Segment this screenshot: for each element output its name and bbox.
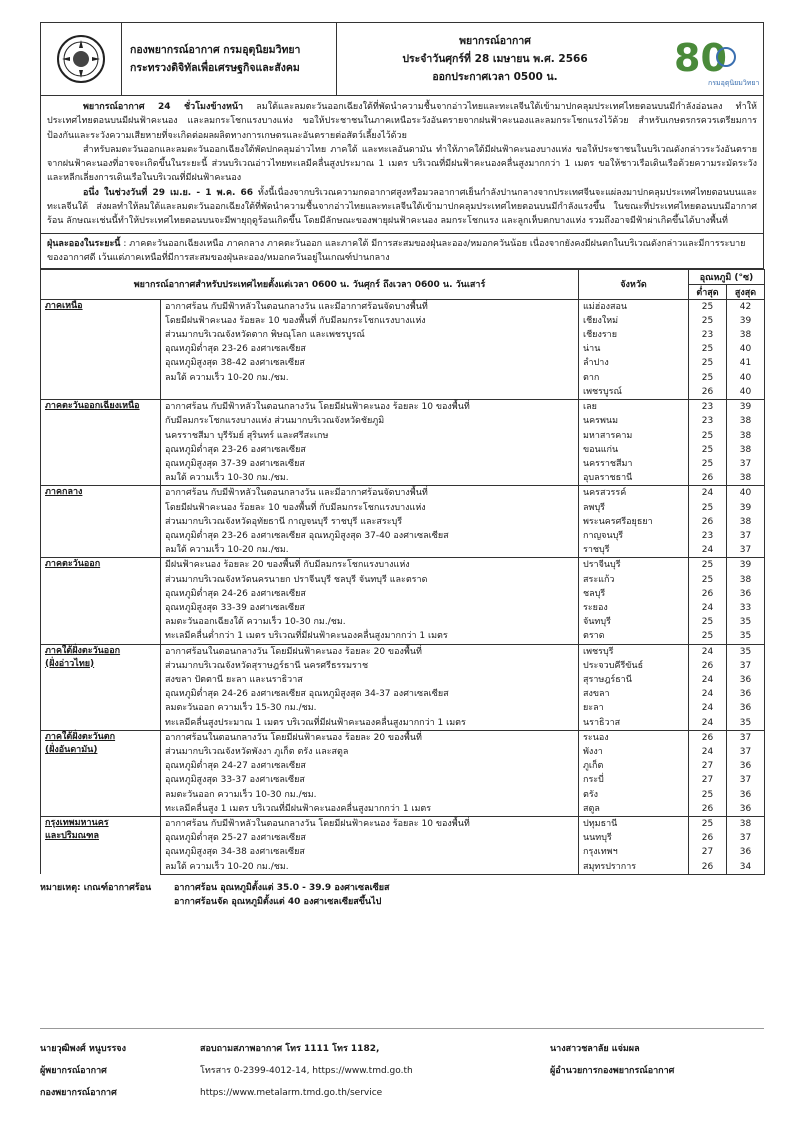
- region-name: [41, 730, 161, 816]
- max-temp: 36: [727, 845, 765, 859]
- max-temp: 39: [727, 314, 765, 328]
- province-name: พระนครศรีอยุธยา: [579, 515, 689, 529]
- min-temp: 25: [689, 816, 727, 831]
- region-name: [41, 486, 161, 558]
- min-temp: 25: [689, 371, 727, 385]
- forecast-line: ส่วนมากบริเวณจังหวัดสุราษฎร์ธานี นครศรีธรรมราช: [161, 659, 579, 673]
- forecast-line: กับมีลมกระโชกแรงบางแห่ง ส่วนมากบริเวณจังหวัดชัยภูมิ: [161, 414, 579, 428]
- region-title: ภาคตะวันออก: [45, 559, 101, 570]
- note-very-hot: อากาศร้อนจัด อุณหภูมิตั้งแต่ 40 องศาเซลเซียสขึ้นไป: [174, 896, 382, 907]
- summary-lead: พยากรณ์อากาศ 24 ชั่วโมงข้างหน้า: [83, 102, 244, 112]
- min-temp: 27: [689, 845, 727, 859]
- min-temp: 26: [689, 860, 727, 875]
- max-temp: 37: [727, 773, 765, 787]
- region-name: [41, 400, 161, 486]
- province-name: ยะลา: [579, 701, 689, 715]
- province-name: พังงา: [579, 745, 689, 759]
- max-temp: 37: [727, 730, 765, 745]
- province-name: นครสวรรค์: [579, 486, 689, 501]
- province-name: ตรัง: [579, 788, 689, 802]
- brand-text: กรมอุตุนิยมวิทยา: [708, 79, 760, 87]
- province-name: ปทุมธานี: [579, 816, 689, 831]
- province-name: น่าน: [579, 342, 689, 356]
- province-name: มหาสารคาม: [579, 429, 689, 443]
- table-row: [41, 299, 765, 314]
- max-temp: 37: [727, 831, 765, 845]
- issue-time: ออกประกาศเวลา 0500 น.: [432, 71, 558, 83]
- min-temp: 26: [689, 730, 727, 745]
- province-name: ประจวบคีรีขันธ์: [579, 659, 689, 673]
- forecast-line: อุณหภูมิต่ำสุด 23-26 องศาเซลเซียส: [161, 443, 579, 457]
- max-temp: 36: [727, 802, 765, 817]
- dept-line-2: กระทรวงดิจิทัลเพื่อเศรษฐกิจและสังคม: [130, 62, 300, 74]
- province-name: สงขลา: [579, 687, 689, 701]
- min-temp: 25: [689, 615, 727, 629]
- forecast-line: สงขลา ปัตตานี ยะลา และนราธิวาส: [161, 673, 579, 687]
- max-temp: 38: [727, 515, 765, 529]
- min-temp: 24: [689, 716, 727, 731]
- min-temp: 25: [689, 342, 727, 356]
- region-title: ภาคใต้ฝั่งตะวันออก: [45, 645, 121, 656]
- min-temp: 26: [689, 587, 727, 601]
- fax-line: โทรสาร 0-2399-4012-14, https://www.tmd.go.th: [200, 1066, 413, 1076]
- forecast-line: มีฝนฟ้าคะนอง ร้อยละ 20 ของพื้นที่ กับมีลมกระโชกแรงบางแห่ง: [161, 558, 579, 573]
- province-name: อุบลราชธานี: [579, 471, 689, 486]
- province-name: ชลบุรี: [579, 587, 689, 601]
- province-name: ระยอง: [579, 601, 689, 615]
- table-row: [41, 816, 765, 831]
- province-name: เชียงราย: [579, 328, 689, 342]
- forecast-table-body: [41, 299, 765, 874]
- forecast-line: ลมใต้ ความเร็ว 10-20 กม./ชม.: [161, 371, 579, 385]
- min-temp: 24: [689, 644, 727, 659]
- province-name: ตาก: [579, 371, 689, 385]
- max-temp: 37: [727, 745, 765, 759]
- brand-number: 80: [674, 36, 727, 80]
- min-temp: 23: [689, 400, 727, 415]
- forecast-line: ลมตะวันออก ความเร็ว 10-30 กม./ชม.: [161, 788, 579, 802]
- forecast-line: อุณหภูมิสูงสุด 38-42 องศาเซลเซียส: [161, 356, 579, 370]
- forecast-line: ลมใต้ ความเร็ว 10-30 กม./ชม.: [161, 471, 579, 486]
- max-temp: 36: [727, 759, 765, 773]
- region-subtitle: และปริมณฑล: [45, 830, 99, 841]
- region-title: ภาคเหนือ: [45, 300, 83, 311]
- forecaster-name: นายวุฒิพงศ์ หนูบรรจง: [40, 1044, 126, 1054]
- note: [40, 881, 764, 909]
- min-temp: 26: [689, 802, 727, 817]
- province-name: นนทบุรี: [579, 831, 689, 845]
- max-temp-header: สูงสุด: [727, 284, 765, 299]
- min-temp: 24: [689, 673, 727, 687]
- forecaster-role: ผู้พยากรณ์อากาศ: [40, 1066, 107, 1076]
- min-temp: 23: [689, 529, 727, 543]
- haze-text: : ภาคตะวันออกเฉียงเหนือ ภาคกลาง ภาคตะวันออก และภาคใต้ มีการสะสมของฝุ่นละออง/หมอกควันน้อย เนื่องจากยังคงมีฝนตกในบริเวณดังกล่าวและมีการระบายของอากาศดี เว้นแต่ภาคเหนือที่มีการสะสมของฝุ่นละออง/หมอกควันอยู่ในเกณฑ์ปานกลาง: [47, 238, 746, 263]
- min-temp: 25: [689, 443, 727, 457]
- header: [40, 22, 764, 96]
- max-temp: 42: [727, 299, 765, 314]
- province-name: ตราด: [579, 629, 689, 644]
- table-row: [41, 644, 765, 659]
- max-temp: 38: [727, 429, 765, 443]
- min-temp: 26: [689, 385, 727, 400]
- province-name: เพชรบุรี: [579, 644, 689, 659]
- max-temp: 35: [727, 629, 765, 644]
- max-temp: 34: [727, 860, 765, 875]
- max-temp: 38: [727, 573, 765, 587]
- forecast-line: ทะเลมีคลื่นสูงประมาณ 1 เมตร บริเวณที่มีฝนฟ้าคะนองคลื่นสูงมากกว่า 1 เมตร: [161, 716, 579, 731]
- summary-paragraph-1: ลมใต้และลมตะวันออกเฉียงใต้ที่พัดนำความชื้นจากอ่าวไทยและทะเลจีนใต้เข้ามาปกคลุมประเทศไทยตอนบนมีกำลังอ่อนลง ทำให้ประเทศไทยตอนบนมีฝนฟ้าคะนอง และลมกระโชกแรงบางแห่ง ขอให้ประชาชนในภาคเหนือระวังอันตรายจากฝนฟ้าคะนองและลมกระโชกแรงไว้ด้วย สำหรับเกษตรกรควรเตรียมการป้องกันและระวังความเสียหายที่จะเกิดต่อผลผลิตทางการเกษตรและอันตรายต่อสัตว์เลี้ยงไว้ด้วย: [47, 102, 757, 141]
- forecast-line: อากาศร้อนในตอนกลางวัน โดยมีฝนฟ้าคะนอง ร้อยละ 20 ของพื้นที่: [161, 644, 579, 659]
- regional-forecast-table: [40, 269, 765, 875]
- region-name: [41, 816, 161, 874]
- max-temp: 40: [727, 342, 765, 356]
- min-temp: 24: [689, 601, 727, 615]
- min-temp: 25: [689, 457, 727, 471]
- temp-header: อุณหภูมิ (°ซ): [689, 269, 765, 284]
- min-temp: 27: [689, 773, 727, 787]
- forecast-line: อุณหภูมิต่ำสุด 25-27 องศาเซลเซียส: [161, 831, 579, 845]
- forecast-line: อุณหภูมิต่ำสุด 23-26 องศาเซลเซียส อุณหภูมิสูงสุด 37-40 องศาเซลเซียส: [161, 529, 579, 543]
- min-temp: 24: [689, 745, 727, 759]
- region-title: ภาคใต้ฝั่งตะวันตก: [45, 731, 116, 742]
- province-name: ภูเก็ต: [579, 759, 689, 773]
- forecast-date: ประจำวันศุกร์ที่ 28 เมษายน พ.ศ. 2566: [402, 53, 588, 65]
- department: [122, 23, 337, 95]
- province-name: กระบี่: [579, 773, 689, 787]
- min-temp: 25: [689, 501, 727, 515]
- max-temp: 37: [727, 659, 765, 673]
- province-name: ขอนแก่น: [579, 443, 689, 457]
- table-row: [41, 486, 765, 501]
- forecast-line: ลมใต้ ความเร็ว 10-20 กม./ชม.: [161, 860, 579, 875]
- forecast-line: อุณหภูมิสูงสุด 33-39 องศาเซลเซียส: [161, 601, 579, 615]
- haze-label: ฝุ่นละอองในระยะนี้: [47, 238, 121, 249]
- province-name: สตูล: [579, 802, 689, 817]
- region-name: [41, 644, 161, 730]
- note-hot: อากาศร้อน อุณหภูมิตั้งแต่ 35.0 - 39.9 องศาเซลเซียส: [174, 882, 390, 893]
- max-temp: 36: [727, 673, 765, 687]
- forecast-line: อากาศร้อน กับมีฟ้าหลัวในตอนกลางวัน โดยมีฝนฟ้าคะนอง ร้อยละ 10 ของพื้นที่: [161, 400, 579, 415]
- max-temp: 40: [727, 486, 765, 501]
- province-name: แม่ฮ่องสอน: [579, 299, 689, 314]
- region-title: ภาคตะวันออกเฉียงเหนือ: [45, 401, 140, 412]
- min-temp: 23: [689, 328, 727, 342]
- min-temp: 25: [689, 788, 727, 802]
- forecast-line: อุณหภูมิต่ำสุด 24-26 องศาเซลเซียส อุณหภูมิสูงสุด 34-37 องศาเซลเซียส: [161, 687, 579, 701]
- max-temp: 38: [727, 443, 765, 457]
- table-row: [41, 730, 765, 745]
- max-temp: 39: [727, 558, 765, 573]
- min-temp: 24: [689, 687, 727, 701]
- min-temp: 25: [689, 629, 727, 644]
- forecast-line: อุณหภูมิสูงสุด 37-39 องศาเซลเซียส: [161, 457, 579, 471]
- haze-section: [40, 234, 764, 269]
- max-temp: 38: [727, 816, 765, 831]
- min-temp: 25: [689, 558, 727, 573]
- max-temp: 37: [727, 457, 765, 471]
- forecast-line: ทะเลมีคลื่นสูง 1 เมตร บริเวณที่มีฝนฟ้าคะนองคลื่นสูงมากกว่า 1 เมตร: [161, 802, 579, 817]
- forecast-title: พยากรณ์อากาศ: [459, 35, 531, 47]
- forecast-line: โดยมีฝนฟ้าคะนอง ร้อยละ 10 ของพื้นที่ กับมีลมกระโชกแรงบางแห่ง: [161, 314, 579, 328]
- min-temp: 26: [689, 659, 727, 673]
- forecast-line: อุณหภูมิต่ำสุด 24-26 องศาเซลเซียส: [161, 587, 579, 601]
- forecast-line: ทะเลมีคลื่นต่ำกว่า 1 เมตร บริเวณที่มีฝนฟ้าคะนองคลื่นสูงมากกว่า 1 เมตร: [161, 629, 579, 644]
- province-header: จังหวัด: [579, 269, 689, 299]
- province-name: จันทบุรี: [579, 615, 689, 629]
- forecast-line: โดยมีฝนฟ้าคะนอง ร้อยละ 10 ของพื้นที่ กับมีลมกระโชกแรงบางแห่ง: [161, 501, 579, 515]
- min-temp: 24: [689, 486, 727, 501]
- region-name: [41, 558, 161, 644]
- max-temp: 38: [727, 471, 765, 486]
- forecast-line: [161, 385, 579, 400]
- director-role: ผู้อำนวยการกองพยากรณ์อากาศ: [550, 1066, 675, 1076]
- max-temp: 37: [727, 543, 765, 558]
- max-temp: 37: [727, 529, 765, 543]
- table-row: [41, 558, 765, 573]
- province-name: นครพนม: [579, 414, 689, 428]
- region-title: กรุงเทพมหานคร: [45, 817, 109, 828]
- province-name: สระแก้ว: [579, 573, 689, 587]
- dept-line-1: กองพยากรณ์อากาศ กรมอุตุนิยมวิทยา: [130, 44, 301, 56]
- province-name: ลพบุรี: [579, 501, 689, 515]
- min-temp: 27: [689, 759, 727, 773]
- footer-divider: [40, 1028, 764, 1029]
- forecast-line: อากาศร้อน กับมีฟ้าหลัวในตอนกลางวัน และมีอากาศร้อนจัดบางพื้นที่: [161, 299, 579, 314]
- max-temp: 39: [727, 501, 765, 515]
- metalarm-link[interactable]: https://www.metalarm.tmd.go.th/service: [200, 1088, 383, 1098]
- forecast-summary: [40, 96, 764, 234]
- province-name: กรุงเทพฯ: [579, 845, 689, 859]
- table-row: [41, 400, 765, 415]
- table-title: พยากรณ์อากาศสำหรับประเทศไทยตั้งแต่เวลา 0600 น. วันศุกร์ ถึงเวลา 0600 น. วันเสาร์: [41, 269, 579, 299]
- tmd-emblem-icon: [41, 23, 122, 95]
- forecast-line: อุณหภูมิต่ำสุด 24-27 องศาเซลเซียส: [161, 759, 579, 773]
- footer: [40, 1038, 764, 1104]
- province-name: นราธิวาส: [579, 716, 689, 731]
- min-temp: 25: [689, 429, 727, 443]
- max-temp: 40: [727, 371, 765, 385]
- forecast-line: อากาศร้อน กับมีฟ้าหลัวในตอนกลางวัน และมีอากาศร้อนจัดบางพื้นที่: [161, 486, 579, 501]
- province-name: เชียงใหม่: [579, 314, 689, 328]
- forecast-line: ลมใต้ ความเร็ว 10-20 กม./ชม.: [161, 543, 579, 558]
- province-name: เพชรบูรณ์: [579, 385, 689, 400]
- forecast-line: อุณหภูมิสูงสุด 34-38 องศาเซลเซียส: [161, 845, 579, 859]
- max-temp: 36: [727, 701, 765, 715]
- forecast-line: ส่วนมากบริเวณจังหวัดตาก พิษณุโลก และเพชรบูรณ์: [161, 328, 579, 342]
- min-temp: 26: [689, 831, 727, 845]
- forecast-document: [40, 22, 764, 1098]
- max-temp: 38: [727, 414, 765, 428]
- forecast-line: ลมตะวันออก ความเร็ว 15-30 กม./ชม.: [161, 701, 579, 715]
- tmd-80-anniversary-icon: [653, 23, 763, 95]
- province-name: ปราจีนบุรี: [579, 558, 689, 573]
- max-temp: 35: [727, 615, 765, 629]
- contact-line: สอบถามสภาพอากาศ โทร 1111 โทร 1182,: [200, 1044, 380, 1054]
- forecast-line: อุณหภูมิต่ำสุด 23-26 องศาเซลเซียส: [161, 342, 579, 356]
- province-name: สุราษฎร์ธานี: [579, 673, 689, 687]
- max-temp: 35: [727, 644, 765, 659]
- region-title: ภาคกลาง: [45, 487, 83, 498]
- min-temp: 26: [689, 471, 727, 486]
- province-name: ลำปาง: [579, 356, 689, 370]
- province-name: นครราชสีมา: [579, 457, 689, 471]
- forecast-line: อากาศร้อน กับมีฟ้าหลัวในตอนกลางวัน โดยมีฝนฟ้าคะนอง ร้อยละ 10 ของพื้นที่: [161, 816, 579, 831]
- summary-paragraph-2: สำหรับลมตะวันออกและลมตะวันออกเฉียงใต้พัดปกคลุมอ่าวไทย ภาคใต้ และทะเลอันดามัน ทำให้ภาคใต้มีฝนฟ้าคะนองบางแห่ง ขอให้ประชาชนในบริเวณดังกล่าวระวังอันตรายจากฝนฟ้าคะนองที่อาจจะเกิดขึ้นในระยะนี้ ส่วนบริเวณอ่าวไทยทะเลมีคลื่นสูงประมาณ 1 เมตร บริเวณที่มีฝนฟ้าคะนองคลื่นสูงมากกว่า 1 เมตร ขอให้ชาวเรือเดินเรือด้วยความระมัดระวังและหลีกเลี่ยงการเดินเรือในบริเวณที่มีฝนฟ้าคะนอง: [47, 144, 757, 184]
- province-name: กาญจนบุรี: [579, 529, 689, 543]
- forecast-line: อากาศร้อนในตอนกลางวัน โดยมีฝนฟ้าคะนอง ร้อยละ 20 ของพื้นที่: [161, 730, 579, 745]
- summary-lead-3: อนึ่ง ในช่วงวันที่ 29 เม.ย. - 1 พ.ค. 66: [83, 187, 254, 198]
- forecast-title-block: [337, 23, 653, 95]
- forecast-line: ส่วนมากบริเวณจังหวัดอุทัยธานี กาญจนบุรี ราชบุรี และสระบุรี: [161, 515, 579, 529]
- province-name: ราชบุรี: [579, 543, 689, 558]
- province-name: ระนอง: [579, 730, 689, 745]
- min-temp: 25: [689, 356, 727, 370]
- province-name: สมุทรปราการ: [579, 860, 689, 875]
- min-temp: 25: [689, 299, 727, 314]
- max-temp: 36: [727, 587, 765, 601]
- max-temp: 39: [727, 400, 765, 415]
- director-name: นางสาวชลาลัย แจ่มผล: [550, 1044, 640, 1054]
- max-temp: 35: [727, 716, 765, 731]
- min-temp: 24: [689, 701, 727, 715]
- max-temp: 38: [727, 328, 765, 342]
- province-name: เลย: [579, 400, 689, 415]
- forecast-line: อุณหภูมิสูงสุด 33-37 องศาเซลเซียส: [161, 773, 579, 787]
- region-subtitle: (ฝั่งอ่าวไทย): [45, 658, 95, 669]
- max-temp: 36: [727, 687, 765, 701]
- max-temp: 40: [727, 385, 765, 400]
- region-name: [41, 299, 161, 399]
- forecaster-dept: กองพยากรณ์อากาศ: [40, 1088, 117, 1098]
- note-label: หมายเหตุ: เกณฑ์อากาศร้อน: [40, 882, 152, 893]
- forecast-line: นครราชสีมา บุรีรัมย์ สุรินทร์ และศรีสะเกษ: [161, 429, 579, 443]
- min-temp: 23: [689, 414, 727, 428]
- summary-paragraph-3: ทั้งนี้เนื่องจากบริเวณความกดอากาศสูงหรือมวลอากาศเย็นกำลังปานกลางจากประเทศจีนจะแผ่ลงมาปกคลุมประเทศไทยตอนบนและทะเลจีนใต้ ส่งผลทำให้ลมใต้และลมตะวันออกเฉียงใต้ที่พัดนำความชื้นจากอ่าวไทยและทะเลจีนใต้เข้ามาปกคลุมประเทศไทยตอนบนมีกำลังแรงขึ้น ในขณะที่ประเทศไทยตอนบนมีอากาศร้อน ลักษณะเช่นนี้ทำให้ประเทศไทยตอนบนจะมีพายุฤดูร้อนเกิดขึ้น โดยมีลักษณะของพายุฝนฟ้าคะนอง ลมกระโชกแรง และลูกเห็บตกบางแห่ง รวมถึงอาจมีฟ้าผ่าเกิดขึ้นได้บางพื้นที่: [47, 187, 757, 227]
- forecast-line: ส่วนมากบริเวณจังหวัดพังงา ภูเก็ต ตรัง และสตูล: [161, 745, 579, 759]
- min-temp: 25: [689, 573, 727, 587]
- max-temp: 33: [727, 601, 765, 615]
- forecast-line: ส่วนมากบริเวณจังหวัดนครนายก ปราจีนบุรี ชลบุรี จันทบุรี และตราด: [161, 573, 579, 587]
- max-temp: 41: [727, 356, 765, 370]
- max-temp: 36: [727, 788, 765, 802]
- min-temp: 26: [689, 515, 727, 529]
- min-temp: 25: [689, 314, 727, 328]
- min-temp-header: ต่ำสุด: [689, 284, 727, 299]
- forecast-line: ลมตะวันออกเฉียงใต้ ความเร็ว 10-30 กม./ชม.: [161, 615, 579, 629]
- min-temp: 24: [689, 543, 727, 558]
- region-subtitle: (ฝั่งอันดามัน): [45, 744, 98, 755]
